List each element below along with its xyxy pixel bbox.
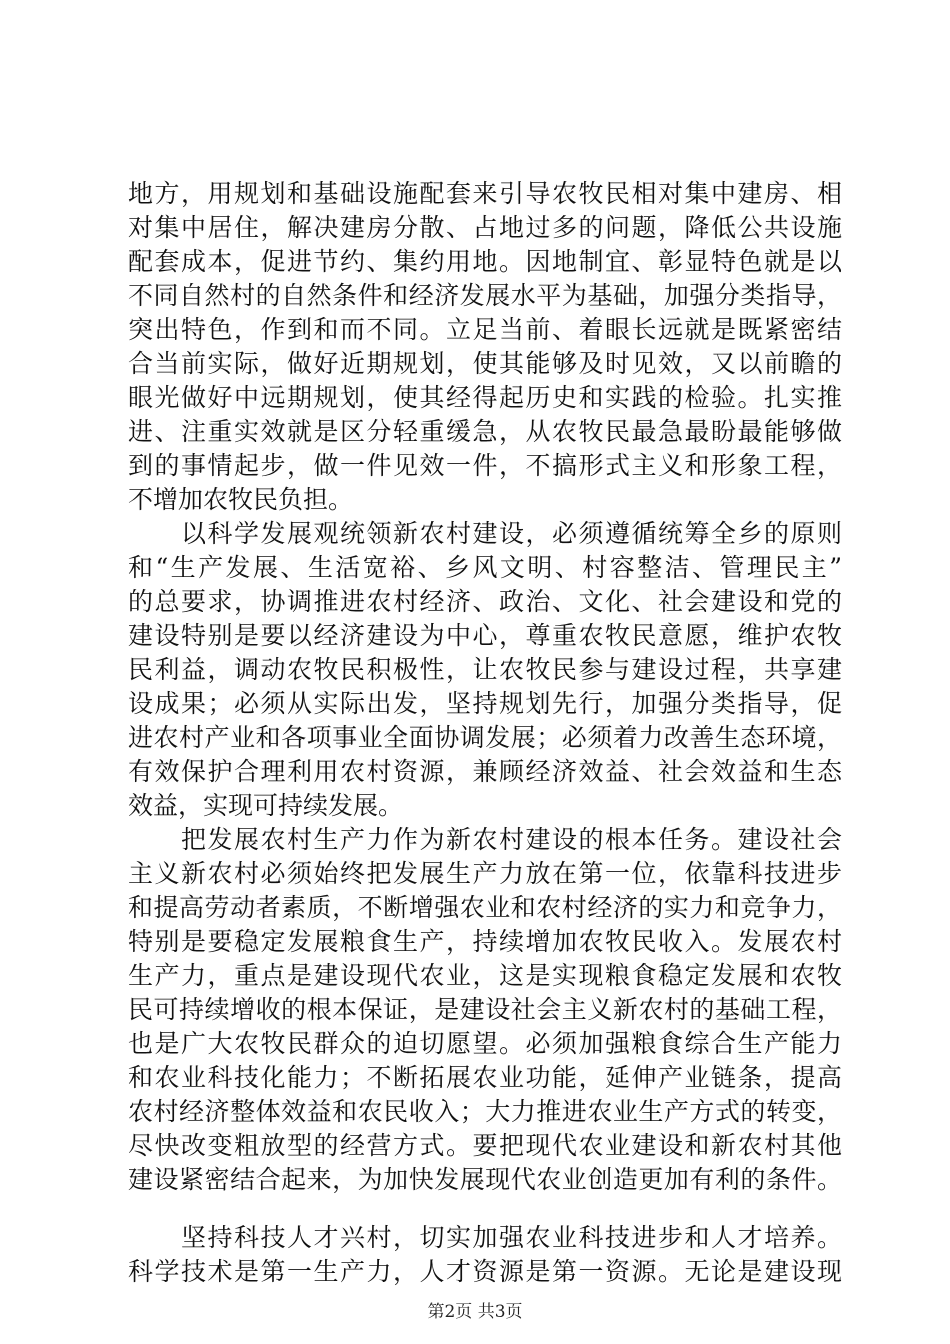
- text-line: 主义新农村必须始终把发展生产力放在第一位，依靠科技进步: [128, 859, 842, 888]
- text-line: 不增加农牧民负担。: [128, 485, 354, 514]
- page-number: 第2页 共3页: [427, 1302, 523, 1322]
- text-line: 的总要求，协调推进农村经济、政治、文化、社会建设和党的: [128, 587, 842, 616]
- text-line: 突出特色，作到和而不同。立足当前、着眼长远就是既紧密结: [128, 315, 842, 344]
- text-line: 对集中居住，解决建房分散、占地过多的问题，降低公共设施: [128, 213, 842, 242]
- text-line: 建设紧密结合起来，为加快发展现代农业创造更加有利的条件。: [128, 1165, 842, 1194]
- text-line: 设成果；必须从实际出发，坚持规划先行，加强分类指导，促: [128, 689, 842, 718]
- text-line: 效益，实现可持续发展。: [128, 791, 404, 820]
- text-line: 和“生产发展、生活宽裕、乡风文明、村容整洁、管理民主”: [128, 553, 842, 582]
- text-line: 农村经济整体效益和农民收入；大力推进农业生产方式的转变，: [128, 1097, 842, 1126]
- text-line: 坚持科技人才兴村，切实加强农业科技进步和人才培养。: [128, 1223, 842, 1252]
- text-line: 进、注重实效就是区分轻重缓急，从农牧民最急最盼最能够做: [128, 417, 842, 446]
- text-line: 民利益，调动农牧民积极性，让农牧民参与建设过程，共享建: [128, 655, 842, 684]
- text-line: 以科学发展观统领新农村建设，必须遵循统筹全乡的原则: [128, 519, 842, 548]
- text-line: 和农业科技化能力；不断拓展农业功能，延伸产业链条，提高: [128, 1063, 842, 1092]
- text-line: 把发展农村生产力作为新农村建设的根本任务。建设社会: [128, 825, 842, 854]
- text-line: 和提高劳动者素质，不断增强农业和农村经济的实力和竞争力，: [128, 893, 842, 922]
- text-line: 不同自然村的自然条件和经济发展水平为基础，加强分类指导，: [128, 281, 842, 310]
- text-line: 配套成本，促进节约、集约用地。因地制宜、彰显特色就是以: [128, 247, 842, 276]
- text-line: 地方，用规划和基础设施配套来引导农牧民相对集中建房、相: [128, 179, 842, 208]
- text-line: 合当前实际，做好近期规划，使其能够及时见效，又以前瞻的: [128, 349, 842, 378]
- text-line: 眼光做好中远期规划，使其经得起历史和实践的检验。扎实推: [128, 383, 842, 412]
- text-line: 有效保护合理利用农村资源，兼顾经济效益、社会效益和生态: [128, 757, 842, 786]
- text-line: 建设特别是要以经济建设为中心，尊重农牧民意愿，维护农牧: [128, 621, 842, 650]
- text-line: 科学技术是第一生产力，人才资源是第一资源。无论是建设现: [128, 1257, 842, 1286]
- text-line: 进农村产业和各项事业全面协调发展；必须着力改善生态环境，: [128, 723, 842, 752]
- text-line: 生产力，重点是建设现代农业，这是实现粮食稳定发展和农牧: [128, 961, 842, 990]
- text-line: 尽快改变粗放型的经营方式。要把现代农业建设和新农村其他: [128, 1131, 842, 1160]
- text-line: 特别是要稳定发展粮食生产，持续增加农牧民收入。发展农村: [128, 927, 842, 956]
- text-line: 也是广大农牧民群众的迫切愿望。必须加强粮食综合生产能力: [128, 1029, 842, 1058]
- text-line: 民可持续增收的根本保证，是建设社会主义新农村的基础工程，: [128, 995, 842, 1024]
- text-line: 到的事情起步，做一件见效一件，不搞形式主义和形象工程，: [128, 451, 842, 480]
